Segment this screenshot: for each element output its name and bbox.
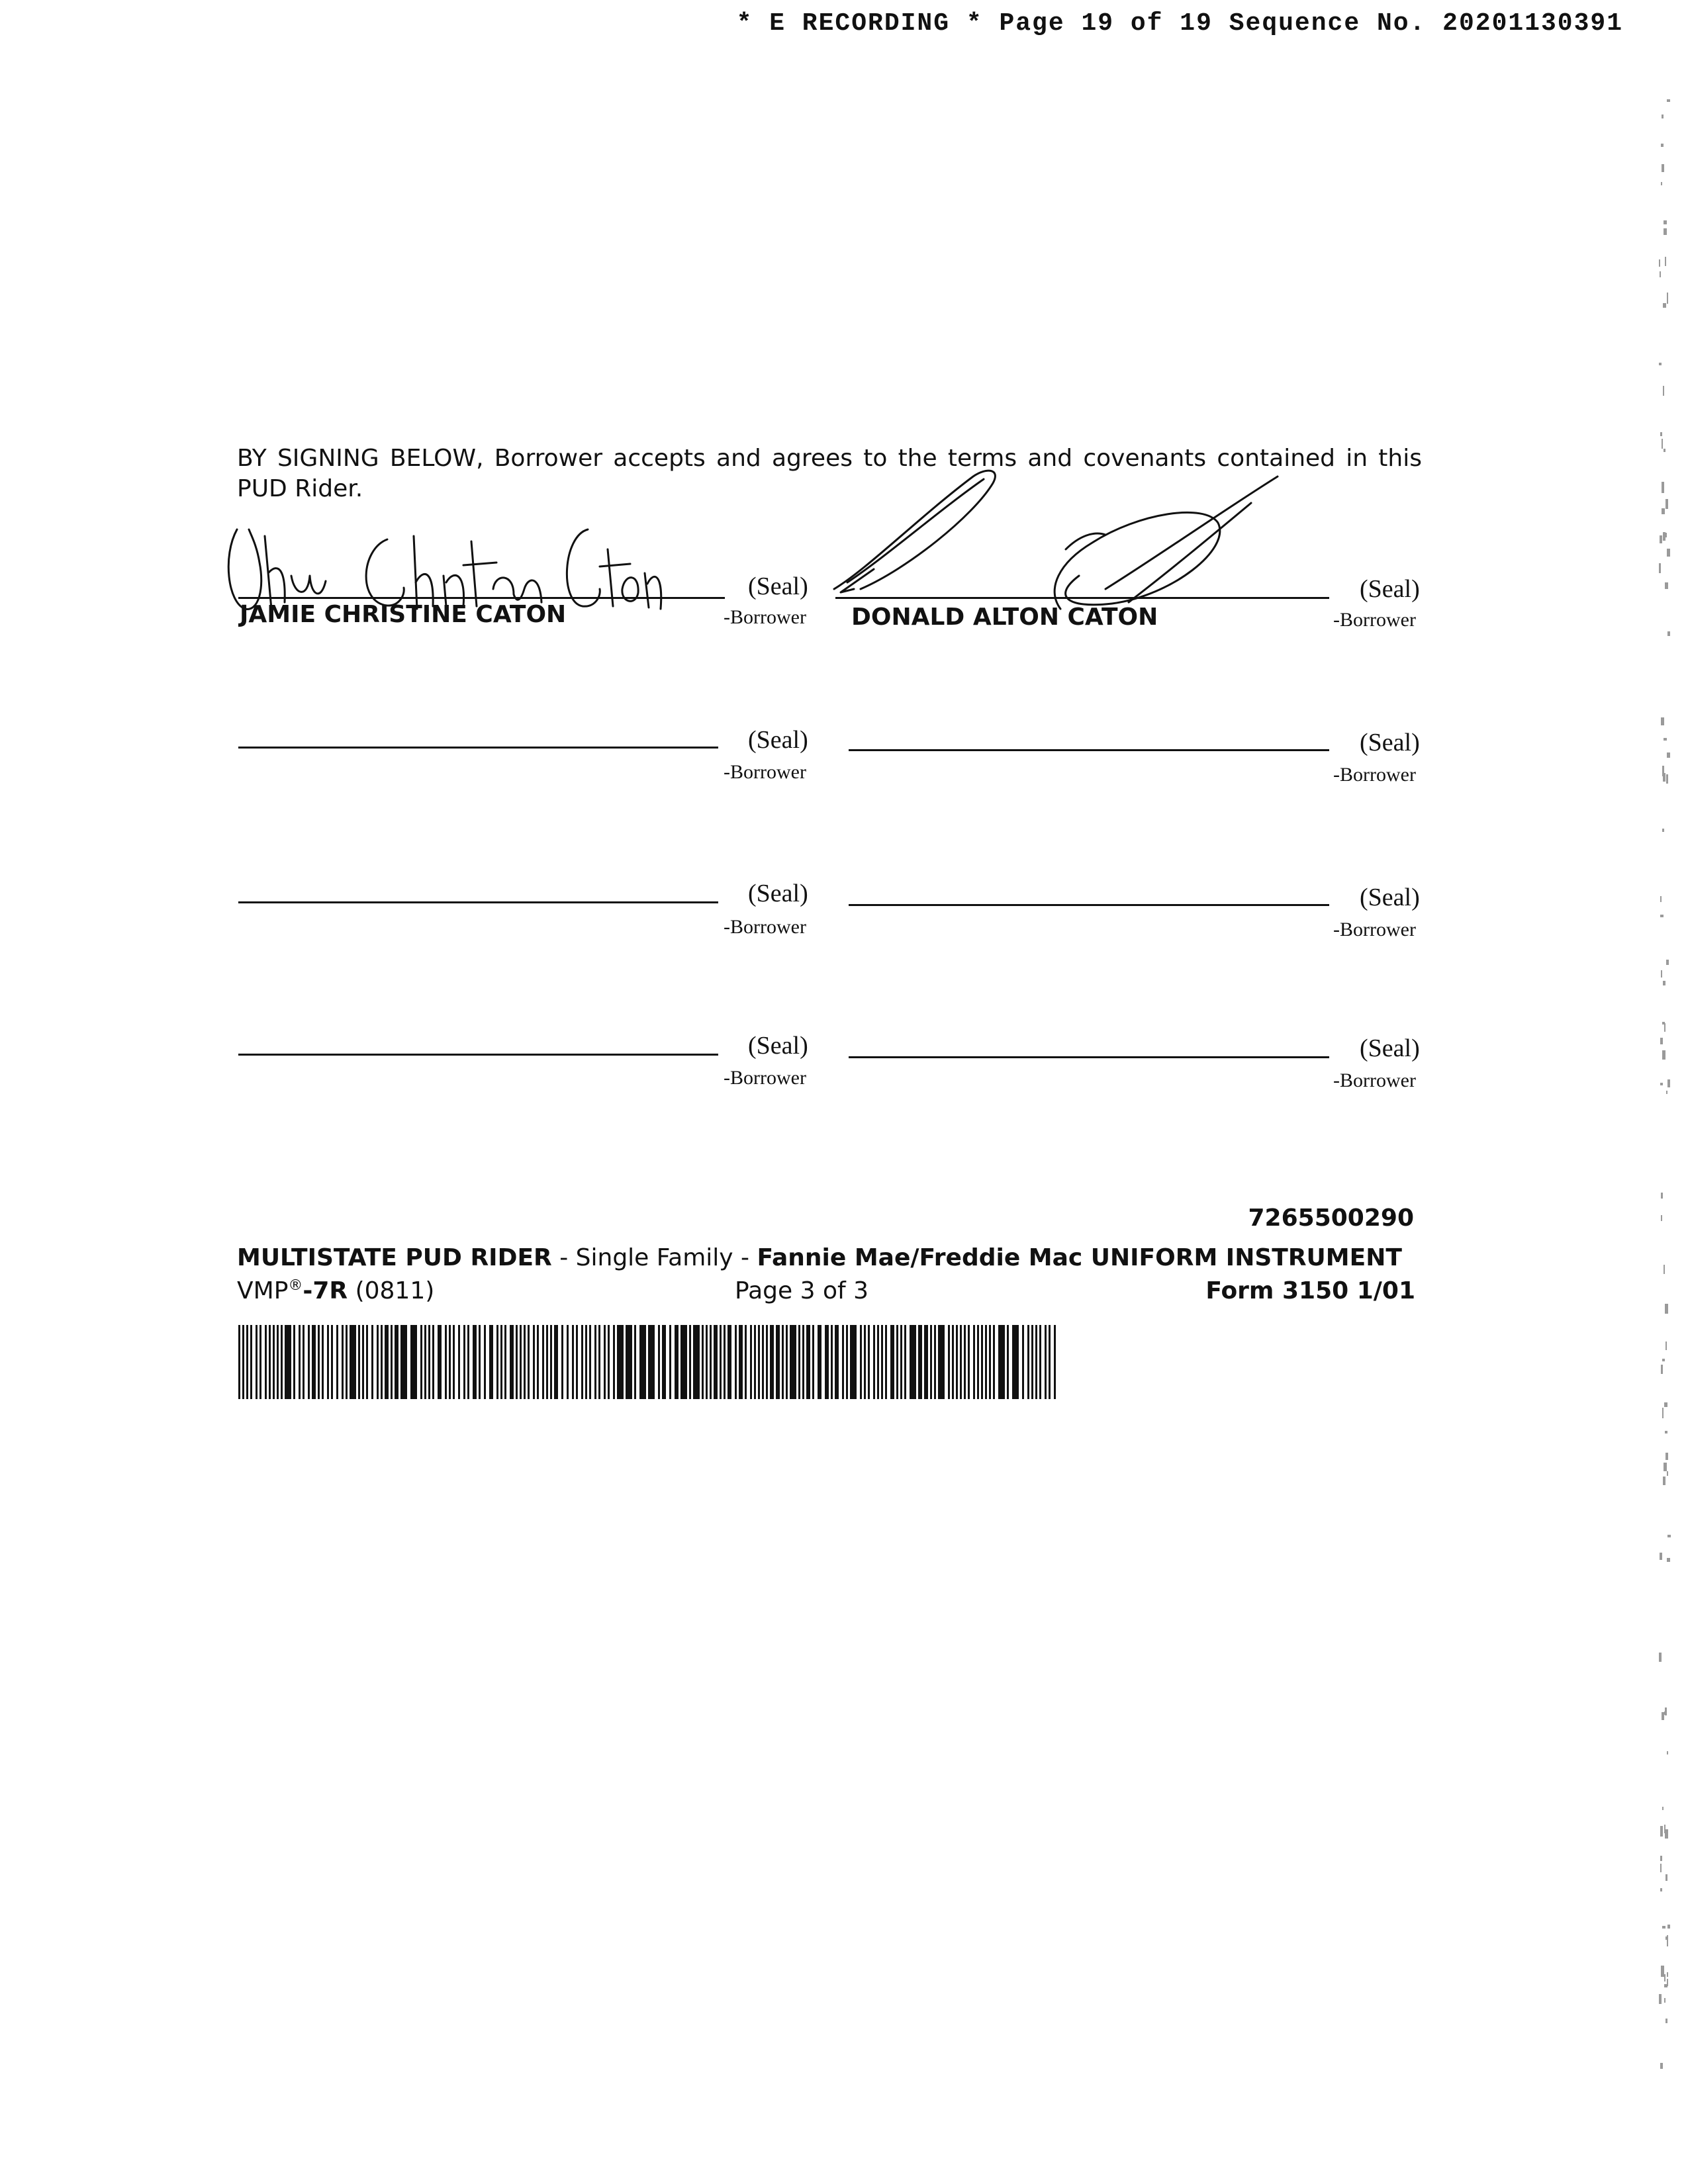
signature-line-6 xyxy=(849,904,1329,906)
signature-line-3 xyxy=(238,747,718,749)
form-footer-row xyxy=(237,1277,1415,1308)
seal-label-1: (Seal) xyxy=(748,572,808,600)
loan-number: 7265500290 xyxy=(1248,1205,1414,1232)
signature-line-4 xyxy=(849,749,1329,751)
form-title xyxy=(237,1244,1402,1271)
role-label-5: -Borrower xyxy=(724,916,806,938)
signature-line-8 xyxy=(849,1056,1329,1058)
barcode xyxy=(238,1325,1059,1399)
seal-label-6: (Seal) xyxy=(1360,884,1420,911)
role-label-4: -Borrower xyxy=(1333,764,1416,786)
form-number: Form 3150 1/01 xyxy=(1205,1277,1415,1304)
role-label-2: -Borrower xyxy=(1333,609,1416,631)
role-label-1: -Borrower xyxy=(724,606,806,628)
agreement-text: BY SIGNING BELOW, Borrower accepts and agrees to the terms and covenants contained in this PUD Rider. xyxy=(237,445,1422,502)
role-label-7: -Borrower xyxy=(724,1067,806,1089)
form-title-instrument: Fannie Mae/Freddie Mac UNIFORM INSTRUMENT xyxy=(757,1244,1402,1271)
signature-jamie xyxy=(225,510,662,615)
role-label-3: -Borrower xyxy=(724,761,806,783)
recording-stamp: * E RECORDING * Page 19 of 19 Sequence No. 20201130391 xyxy=(736,9,1623,38)
signature-line-1 xyxy=(238,597,725,599)
signer-name-1: JAMIE CHRISTINE CATON xyxy=(240,601,567,628)
seal-label-8: (Seal) xyxy=(1360,1034,1420,1062)
form-title-type: - Single Family - xyxy=(551,1244,757,1271)
signature-line-7 xyxy=(238,1054,718,1056)
signature-line-5 xyxy=(238,901,718,903)
seal-label-5: (Seal) xyxy=(748,880,808,907)
seal-label-4: (Seal) xyxy=(1360,729,1420,756)
seal-label-7: (Seal) xyxy=(748,1032,808,1060)
role-label-6: -Borrower xyxy=(1333,919,1416,940)
scan-edge-marks xyxy=(1659,66,1672,2118)
vmp-code: VMP®-7R (0811) xyxy=(237,1277,435,1304)
signer-name-2: DONALD ALTON CATON xyxy=(851,604,1158,631)
role-label-8: -Borrower xyxy=(1333,1069,1416,1091)
form-title-name: MULTISTATE PUD RIDER xyxy=(237,1244,552,1271)
seal-label-2: (Seal) xyxy=(1360,575,1420,603)
page-number: Page 3 of 3 xyxy=(735,1277,868,1304)
signature-line-2 xyxy=(835,597,1329,599)
seal-label-3: (Seal) xyxy=(748,726,808,754)
signature-donald xyxy=(827,457,1317,609)
